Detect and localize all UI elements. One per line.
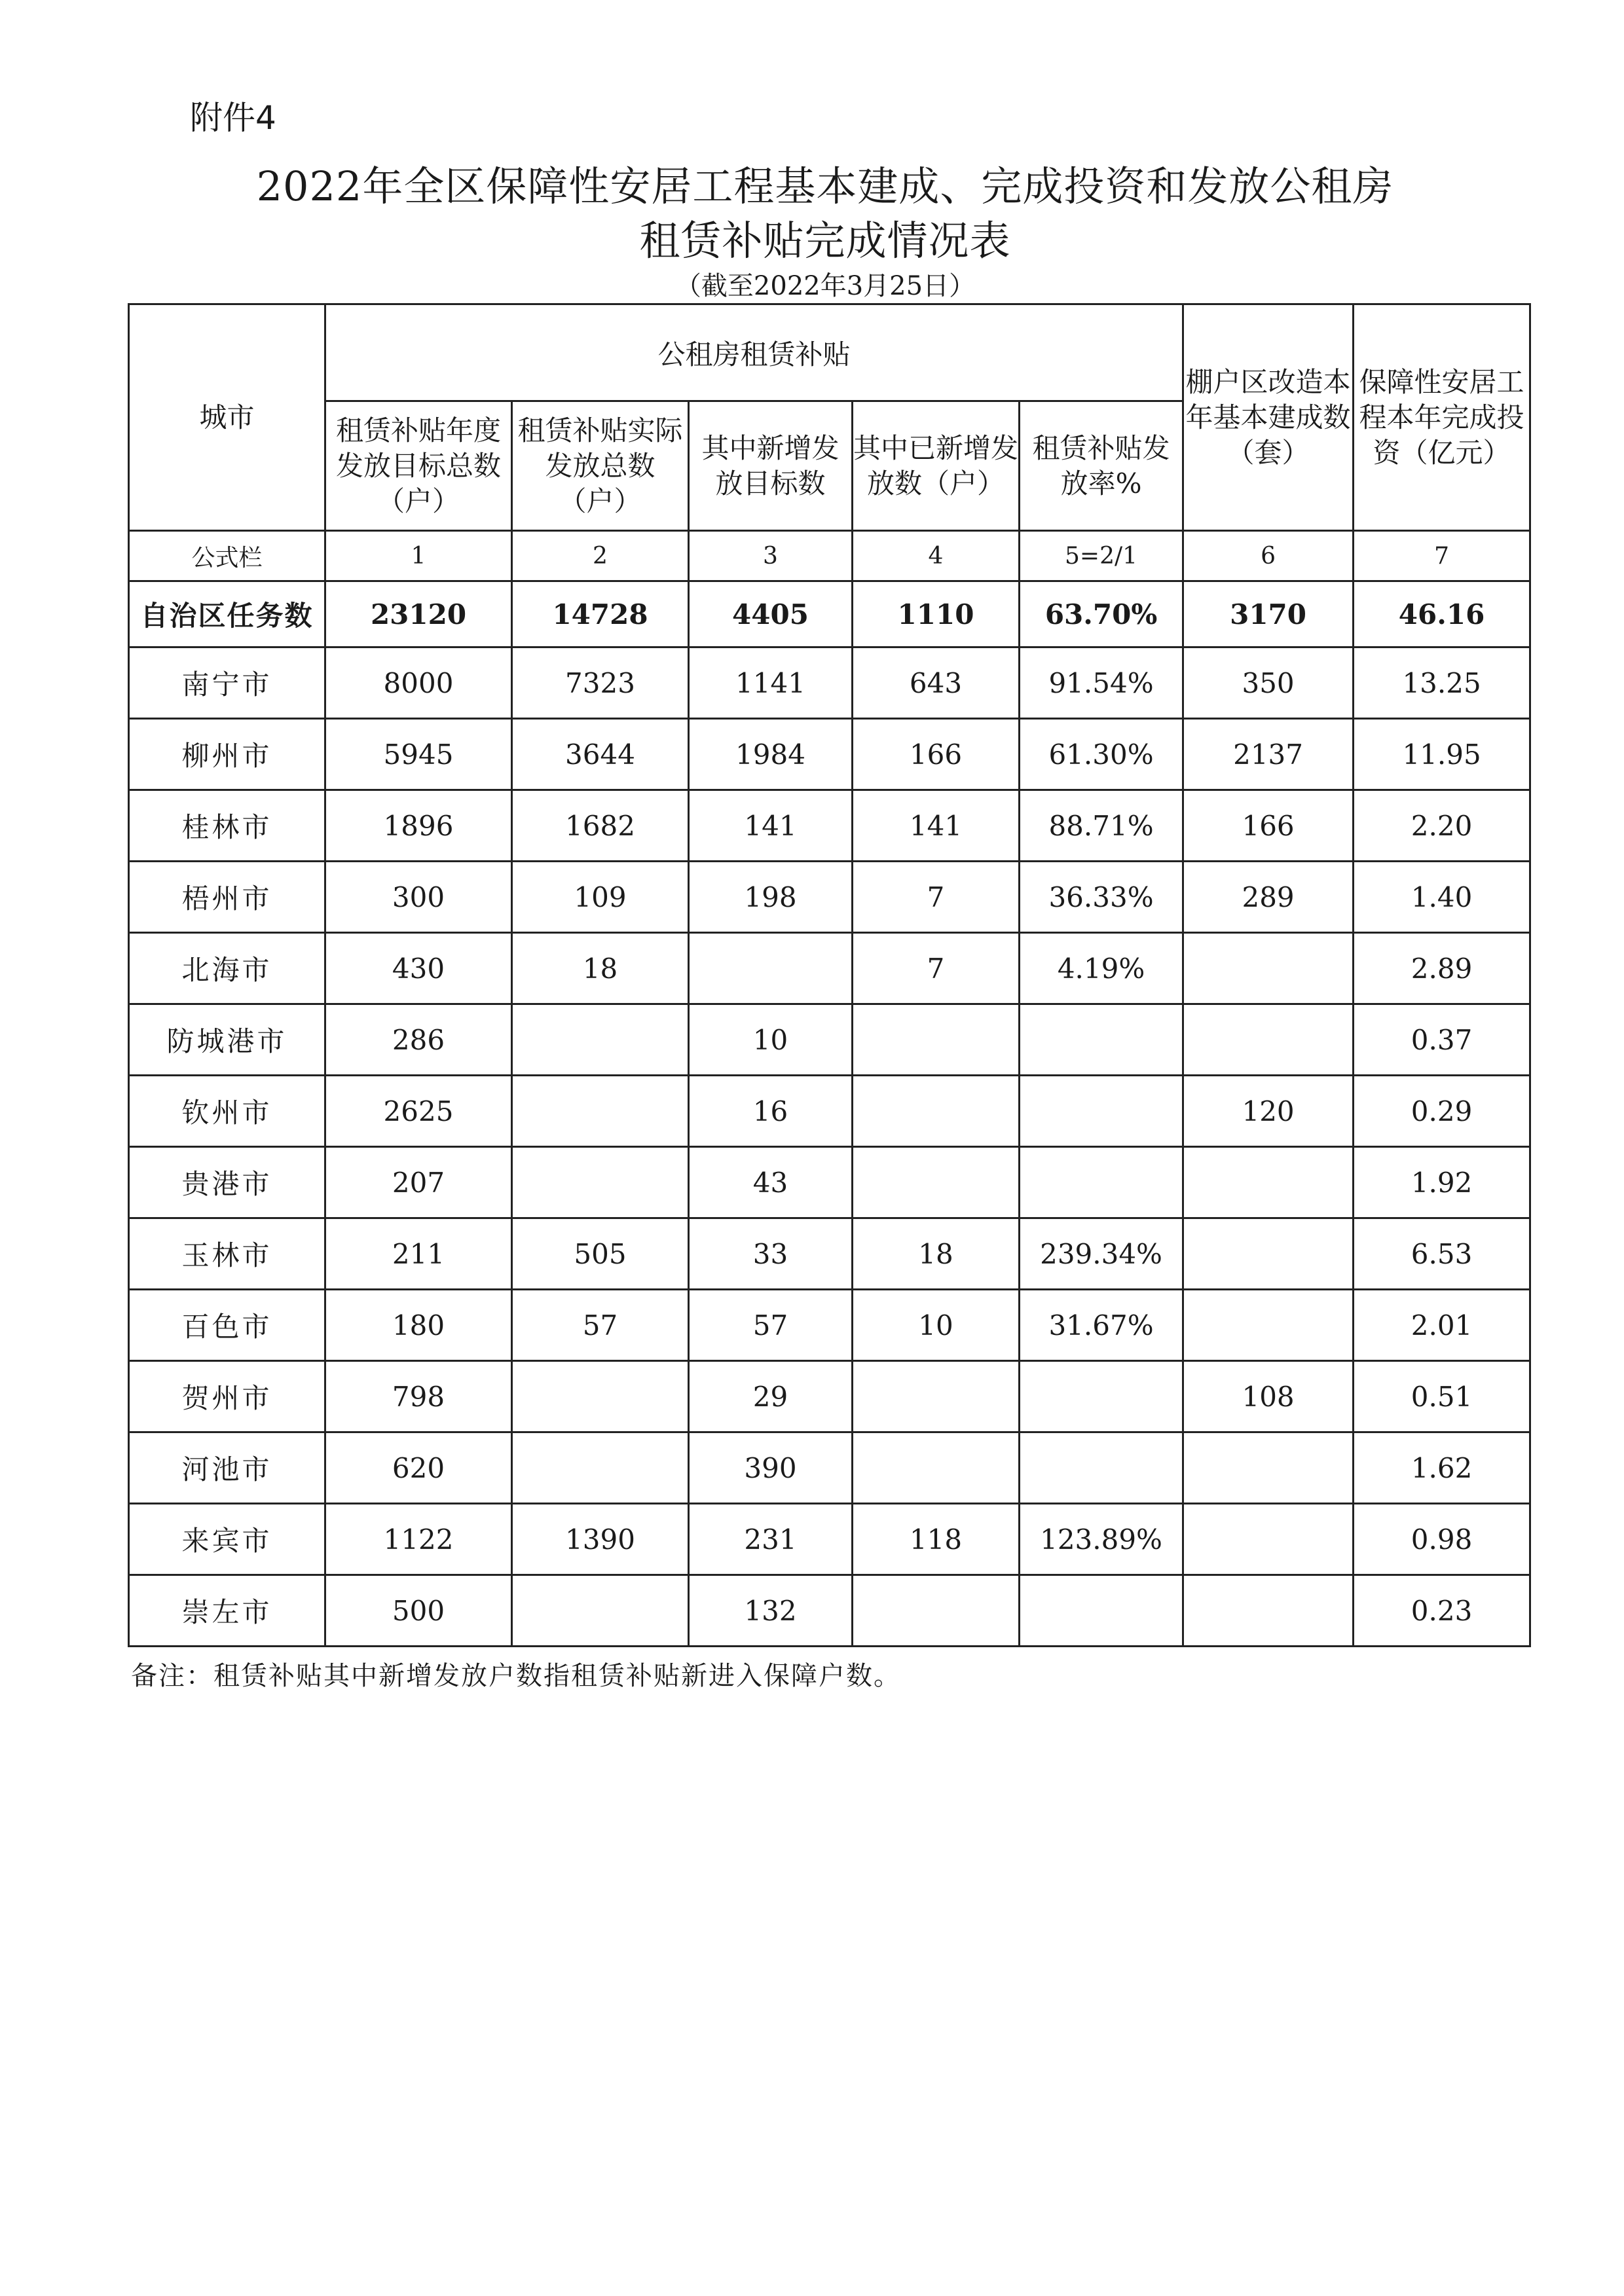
table-row [129, 719, 1530, 790]
table-row [129, 790, 1530, 862]
table-cell [512, 1004, 689, 1076]
table-cell: 239.34% [1020, 1218, 1183, 1290]
table-cell [853, 1004, 1020, 1076]
table-cell: 505 [512, 1218, 689, 1290]
table-cell: 2625 [325, 1076, 512, 1147]
table-cell: 1.62 [1354, 1432, 1530, 1504]
table-row [129, 1504, 1530, 1575]
table-cell [853, 1076, 1020, 1147]
total-cell: 4405 [689, 581, 853, 647]
table-cell: 132 [689, 1575, 853, 1647]
table-cell: 16 [689, 1076, 853, 1147]
data-table [128, 303, 1531, 1647]
city-name: 钦州市 [129, 1076, 325, 1147]
city-name: 来宾市 [129, 1504, 325, 1575]
table-cell [1020, 1076, 1183, 1147]
table-cell: 231 [689, 1504, 853, 1575]
table-cell: 2137 [1183, 719, 1354, 790]
formula-cell: 5=2/1 [1020, 531, 1183, 581]
table-cell: 207 [325, 1147, 512, 1218]
table-cell [853, 1147, 1020, 1218]
table-cell: 18 [853, 1218, 1020, 1290]
table-cell: 11.95 [1354, 719, 1530, 790]
col-header-4: 其中已新增发放数（户） [853, 401, 1020, 531]
table-cell: 2.01 [1354, 1290, 1530, 1361]
table-cell: 166 [853, 719, 1020, 790]
table-cell: 180 [325, 1290, 512, 1361]
table-cell [1183, 1575, 1354, 1647]
city-name: 桂林市 [129, 790, 325, 862]
city-name: 南宁市 [129, 647, 325, 719]
formula-label: 公式栏 [129, 531, 325, 581]
city-name: 防城港市 [129, 1004, 325, 1076]
table-cell: 61.30% [1020, 719, 1183, 790]
table-cell: 33 [689, 1218, 853, 1290]
city-name: 河池市 [129, 1432, 325, 1504]
table-cell [512, 1432, 689, 1504]
table-cell: 1390 [512, 1504, 689, 1575]
table-cell: 0.23 [1354, 1575, 1530, 1647]
table-cell: 1682 [512, 790, 689, 862]
table-cell [1183, 1432, 1354, 1504]
table-cell: 108 [1183, 1361, 1354, 1432]
table-cell: 57 [512, 1290, 689, 1361]
table-cell: 0.29 [1354, 1076, 1530, 1147]
table-cell: 300 [325, 862, 512, 933]
table-cell: 1141 [689, 647, 853, 719]
formula-cell: 2 [512, 531, 689, 581]
table-cell [853, 1575, 1020, 1647]
table-cell: 8000 [325, 647, 512, 719]
table-cell: 29 [689, 1361, 853, 1432]
table-cell: 500 [325, 1575, 512, 1647]
table-cell: 0.37 [1354, 1004, 1530, 1076]
table-cell [512, 1147, 689, 1218]
table-cell: 289 [1183, 862, 1354, 933]
table-cell: 430 [325, 933, 512, 1004]
table-row [129, 1076, 1530, 1147]
table-cell: 141 [689, 790, 853, 862]
table-cell [1020, 1147, 1183, 1218]
total-row [129, 581, 1530, 647]
total-label: 自治区任务数 [129, 581, 325, 647]
table-cell: 118 [853, 1504, 1020, 1575]
attachment-label: 附件4 [190, 99, 276, 137]
table-cell [1183, 1218, 1354, 1290]
table-cell: 36.33% [1020, 862, 1183, 933]
table-cell: 211 [325, 1218, 512, 1290]
table-cell: 2.20 [1354, 790, 1530, 862]
table-cell [1183, 933, 1354, 1004]
table-cell: 3644 [512, 719, 689, 790]
table-cell: 7 [853, 933, 1020, 1004]
col-header-7: 保障性安居工程本年完成投资（亿元） [1354, 304, 1530, 531]
page-subtitle: 租赁补贴完成情况表 [639, 217, 1011, 264]
table-cell: 10 [853, 1290, 1020, 1361]
total-cell: 46.16 [1354, 581, 1530, 647]
date-note: （截至2022年3月25日） [674, 271, 976, 301]
table-cell: 141 [853, 790, 1020, 862]
table-cell: 13.25 [1354, 647, 1530, 719]
city-name: 北海市 [129, 933, 325, 1004]
total-cell: 14728 [512, 581, 689, 647]
table-cell: 798 [325, 1361, 512, 1432]
table-cell: 120 [1183, 1076, 1354, 1147]
total-cell: 23120 [325, 581, 512, 647]
table-cell [1183, 1290, 1354, 1361]
total-cell: 63.70% [1020, 581, 1183, 647]
table-cell: 88.71% [1020, 790, 1183, 862]
formula-cell: 1 [325, 531, 512, 581]
table-row [129, 1575, 1530, 1647]
city-name: 梧州市 [129, 862, 325, 933]
formula-cell: 4 [853, 531, 1020, 581]
table-cell: 1.40 [1354, 862, 1530, 933]
table-cell: 166 [1183, 790, 1354, 862]
table-cell: 10 [689, 1004, 853, 1076]
formula-cell: 6 [1183, 531, 1354, 581]
table-cell: 123.89% [1020, 1504, 1183, 1575]
city-name: 崇左市 [129, 1575, 325, 1647]
formula-row [129, 531, 1530, 581]
table-cell: 6.53 [1354, 1218, 1530, 1290]
table-cell: 390 [689, 1432, 853, 1504]
table-cell: 4.19% [1020, 933, 1183, 1004]
table-row [129, 1218, 1530, 1290]
city-header: 城市 [129, 304, 325, 531]
table-cell: 2.89 [1354, 933, 1530, 1004]
table-cell: 1896 [325, 790, 512, 862]
table-cell [1020, 1004, 1183, 1076]
total-cell: 3170 [1183, 581, 1354, 647]
col-header-5: 租赁补贴发放率% [1020, 401, 1183, 531]
header-row-group [129, 304, 1530, 401]
table-cell [1183, 1004, 1354, 1076]
table-cell [1183, 1504, 1354, 1575]
table-cell: 0.98 [1354, 1504, 1530, 1575]
table-cell: 620 [325, 1432, 512, 1504]
table-cell: 1122 [325, 1504, 512, 1575]
col-header-2: 租赁补贴实际发放总数（户） [512, 401, 689, 531]
city-name: 玉林市 [129, 1218, 325, 1290]
table-cell [1020, 1432, 1183, 1504]
table-row [129, 862, 1530, 933]
city-name: 百色市 [129, 1290, 325, 1361]
table-cell [1020, 1361, 1183, 1432]
col-header-6: 棚户区改造本年基本建成数（套） [1183, 304, 1354, 531]
table-cell [689, 933, 853, 1004]
table-cell: 18 [512, 933, 689, 1004]
formula-cell: 7 [1354, 531, 1530, 581]
table-row [129, 1432, 1530, 1504]
table-cell: 7323 [512, 647, 689, 719]
table-row [129, 647, 1530, 719]
table-cell: 643 [853, 647, 1020, 719]
table-cell: 57 [689, 1290, 853, 1361]
city-name: 柳州市 [129, 719, 325, 790]
table-cell: 1.92 [1354, 1147, 1530, 1218]
page-title: 2022年全区保障性安居工程基本建成、完成投资和发放公租房 [256, 162, 1394, 210]
group-header: 公租房租赁补贴 [325, 304, 1183, 401]
table-cell: 109 [512, 862, 689, 933]
table-cell: 91.54% [1020, 647, 1183, 719]
city-name: 贵港市 [129, 1147, 325, 1218]
table-cell [512, 1575, 689, 1647]
table-cell [512, 1076, 689, 1147]
table-cell [853, 1361, 1020, 1432]
city-name: 贺州市 [129, 1361, 325, 1432]
table-cell: 31.67% [1020, 1290, 1183, 1361]
col-header-1: 租赁补贴年度发放目标总数（户） [325, 401, 512, 531]
table-cell: 5945 [325, 719, 512, 790]
table-cell: 7 [853, 862, 1020, 933]
table-row [129, 933, 1530, 1004]
table-cell: 1984 [689, 719, 853, 790]
table-row [129, 1290, 1530, 1361]
total-cell: 1110 [853, 581, 1020, 647]
table-cell: 198 [689, 862, 853, 933]
table-cell: 286 [325, 1004, 512, 1076]
table-row [129, 1004, 1530, 1076]
table-cell: 350 [1183, 647, 1354, 719]
table-cell [853, 1432, 1020, 1504]
table-cell: 43 [689, 1147, 853, 1218]
table-row [129, 1147, 1530, 1218]
footnote: 备注：租赁补贴其中新增发放户数指租赁补贴新进入保障户数。 [131, 1661, 901, 1691]
col-header-3: 其中新增发放目标数 [689, 401, 853, 531]
table-cell [512, 1361, 689, 1432]
table-cell [1020, 1575, 1183, 1647]
formula-cell: 3 [689, 531, 853, 581]
table-row [129, 1361, 1530, 1432]
table-cell: 0.51 [1354, 1361, 1530, 1432]
table-cell [1183, 1147, 1354, 1218]
